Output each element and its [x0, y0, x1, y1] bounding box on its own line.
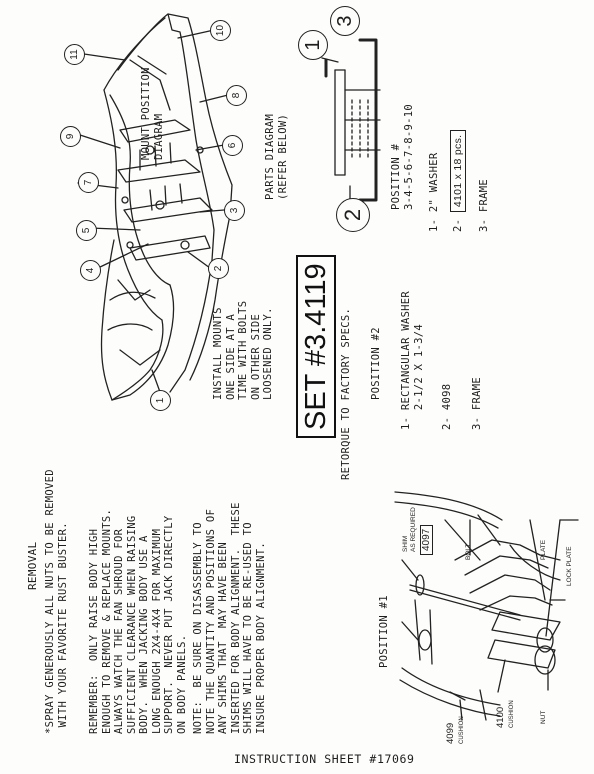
mount-callout-10: 10: [210, 20, 231, 41]
shim-label: SHIM AS REQUIRED: [402, 507, 417, 552]
cushion-4099-label: 4099 CUSHION: [445, 716, 465, 744]
set-number-title: SET #3.4119: [296, 255, 336, 438]
mount-callout-5: 5: [76, 220, 97, 241]
removal-remember-paragraph: REMEMBER: ONLY RAISE BODY HIGH ENOUGH TO REMOVE & REPLACE MOUNTS. ALWAYS WATCH THE FAN SHROUD FOR SUFFICIENT CLEARANCE WHEN RAISING BODY. WHEN JACKING BODY USE A LONG ENOUGH 2X4-4X4 FOR MAXIMUM SUPPORT. NEVER PUT JACK DIRECTLY ON BODY PANELS.: [88, 508, 188, 734]
mount-callout-8: 8: [226, 85, 247, 106]
parts-item-1: 1- 2" WASHER: [428, 152, 440, 232]
lock-plate-label: LOCK PLATE: [566, 546, 573, 586]
mount-callout-7: 7: [78, 172, 99, 193]
mount-callout-6: 6: [222, 135, 243, 156]
removal-heading: REMOVAL: [26, 541, 39, 590]
mount-callout-4: 4: [80, 260, 101, 281]
parts-diagram-label: PARTS DIAGRAM (REFER BELOW): [264, 113, 289, 200]
plate-label: PLATE: [540, 539, 547, 560]
position2-item-3: 3- FRAME: [471, 377, 483, 430]
position2-item-1: 1- RECTANGULAR WASHER 2-1/2 X 1-3/4: [400, 290, 425, 430]
parts-callout-1: 1: [298, 30, 328, 60]
mount-callout-1: 1: [150, 390, 171, 411]
parts-callout-3: 3: [330, 6, 360, 36]
nut-label: NUT: [540, 710, 547, 724]
position2-item-2: 2- 4098: [441, 383, 453, 430]
cushion-4100-label: 4100 CUSHION: [495, 700, 515, 728]
mount-callout-9: 9: [60, 126, 81, 147]
retorque-note: RETORQUE TO FACTORY SPECS.: [340, 307, 352, 480]
mount-position-diagram-label: MOUNT POSITION DIAGRAM: [140, 67, 165, 160]
parts-item-3: 3- FRAME: [478, 179, 490, 232]
parts-stack-drawing: [322, 40, 380, 210]
removal-note-paragraph: NOTE: BE SURE ON DISASSEMBLY TO NOTE THE QUANTITY AND POSITIONS OF ANY SHIMS THAT MAY HAVE BEEN INSERTED FOR BODY ALIGNMENT. THESE SHIMS WILL HAVE TO BE RE-USED TO INSURE PROPER BODY ALIGNMENT.: [192, 502, 267, 734]
parts-item-2: 2- 4101 x 18 pcs.: [452, 130, 464, 232]
mount-callout-3: 3: [224, 200, 245, 221]
removal-spray-instruction: *SPRAY GENEROUSLY ALL NUTS TO BE REMOVED WITH YOUR FAVORITE RUST BUSTER.: [44, 469, 69, 734]
parts-position-label: POSITION # 3-4-5-6-7-8-9-10: [390, 104, 415, 210]
position2-heading: POSITION #2: [370, 327, 382, 400]
instruction-sheet-number: INSTRUCTION SHEET #17069: [234, 752, 415, 766]
mount-callout-2: 2: [208, 258, 229, 279]
shim-part-number: 4097: [420, 525, 433, 555]
position1-heading: POSITION #1: [378, 595, 390, 668]
parts-callout-2: 2: [336, 198, 370, 232]
bolt-label: BOLT: [465, 543, 472, 560]
install-mounts-note: INSTALL MOUNTS ONE SIDE AT A TIME WITH BOLTS ON OTHER SIDE LOOSENED ONLY.: [212, 300, 274, 400]
mount-callout-11: 11: [64, 44, 85, 65]
